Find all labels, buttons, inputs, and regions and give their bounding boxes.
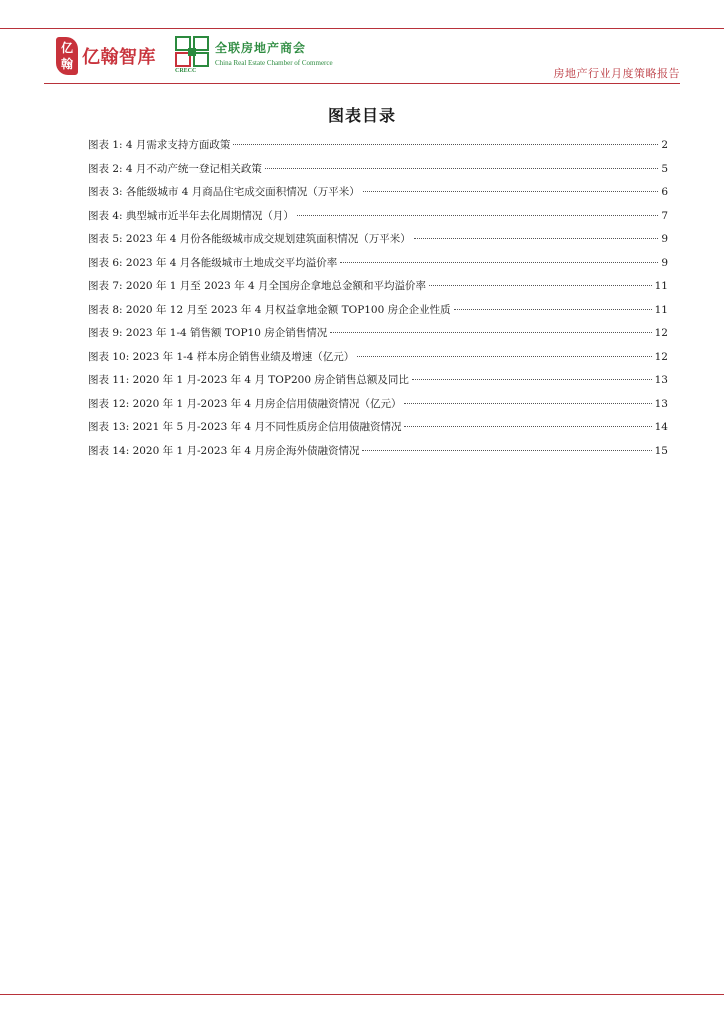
toc-item-page: 6: [661, 186, 668, 198]
toc-item[interactable]: [88, 208, 668, 232]
toc-item-label: 图表 7: 2020 年 1 月至 2023 年 4 月全国房企拿地总金额和平均溢价率: [88, 280, 427, 292]
toc-item-label: 图表 12: 2020 年 1 月-2023 年 4 月房企信用债融资情况（亿元）: [88, 397, 402, 410]
toc-item-page: 12: [654, 350, 668, 363]
toc-item-page: 12: [654, 327, 668, 339]
toc-item-page: 15: [654, 444, 668, 457]
toc-item-page: 7: [661, 209, 668, 222]
toc-item-page: 2: [661, 139, 668, 151]
toc-dot-leader: [412, 379, 652, 380]
toc-item-page: 13: [654, 397, 668, 410]
ehconsulting-logo: [56, 36, 156, 76]
toc-item[interactable]: [88, 302, 668, 326]
toc-item[interactable]: [88, 184, 668, 208]
toc-item-label: 图表 10: 2023 年 1-4 样本房企销售业绩及增速（亿元）: [88, 350, 355, 363]
crecc-logo-cn: 全联房地产商会: [215, 40, 307, 55]
toc-item[interactable]: [88, 419, 668, 443]
toc-item-page: 13: [654, 374, 668, 386]
toc-item-label: 图表 14: 2020 年 1 月-2023 年 4 月房企海外债融资情况: [88, 444, 360, 457]
toc-dot-leader: [265, 168, 658, 169]
toc-dot-leader: [340, 262, 658, 263]
toc-item[interactable]: [88, 231, 668, 255]
toc-item-label: 图表 6: 2023 年 4 月各能级城市土地成交平均溢价率: [88, 256, 338, 269]
report-name: 房地产行业月度策略报告: [553, 67, 680, 80]
toc-item[interactable]: [88, 161, 668, 185]
toc-item[interactable]: [88, 396, 668, 420]
toc-item-label: 图表 2: 4 月不动产统一登记相关政策: [88, 162, 262, 175]
toc-item-label: 图表 11: 2020 年 1 月-2023 年 4 月 TOP200 房企销售总额及同比: [88, 374, 409, 386]
toc-item-page: 14: [654, 421, 668, 433]
toc-item[interactable]: [88, 349, 668, 373]
header-rule: [44, 83, 680, 84]
toc-item-page: 5: [661, 162, 668, 175]
toc-item-label: 图表 8: 2020 年 12 月至 2023 年 4 月权益拿地金额 TOP100 房企企业性质: [88, 303, 451, 316]
toc-item[interactable]: [88, 325, 668, 349]
toc-item-label: 图表 3: 各能级城市 4 月商品住宅成交面积情况（万平米）: [88, 186, 360, 198]
toc-item-label: 图表 4: 典型城市近半年去化周期情况（月）: [88, 209, 294, 222]
page-header: [44, 36, 680, 86]
toc-item[interactable]: [88, 443, 668, 467]
toc-dot-leader: [330, 332, 651, 333]
toc-dot-leader: [297, 215, 658, 216]
toc-item-page: 11: [654, 303, 668, 316]
crecc-logo-en: China Real Estate Chamber of Commerce: [215, 58, 333, 67]
toc-dot-leader: [404, 426, 651, 427]
toc-dot-leader: [454, 309, 652, 310]
toc-dot-leader: [429, 285, 652, 286]
ehconsulting-logo-mark: 亿翰: [56, 37, 78, 75]
toc-item[interactable]: [88, 255, 668, 279]
table-of-figures: [88, 137, 668, 466]
toc-item[interactable]: [88, 372, 668, 396]
top-rule: [0, 28, 724, 29]
crecc-logo-icon: [175, 36, 209, 76]
toc-dot-leader: [233, 144, 658, 145]
toc-item-label: 图表 1: 4 月需求支持方面政策: [88, 139, 231, 151]
toc-dot-leader: [414, 238, 659, 239]
toc-dot-leader: [404, 403, 651, 404]
toc-item-page: 9: [661, 233, 668, 245]
bottom-rule: [0, 994, 724, 995]
crecc-logo: [175, 36, 333, 76]
toc-item-page: 9: [661, 256, 668, 269]
toc-item-page: 11: [654, 280, 668, 292]
toc-item[interactable]: [88, 137, 668, 161]
toc-item-label: 图表 9: 2023 年 1-4 销售额 TOP10 房企销售情况: [88, 327, 328, 339]
toc-dot-leader: [362, 450, 651, 451]
crecc-logo-abbr: CRECC: [175, 67, 197, 74]
toc-title: 图表目录: [327, 106, 396, 125]
toc-item[interactable]: [88, 278, 668, 302]
toc-dot-leader: [357, 356, 651, 357]
toc-dot-leader: [363, 191, 659, 192]
toc-item-label: 图表 13: 2021 年 5 月-2023 年 4 月不同性质房企信用债融资情况: [88, 421, 402, 433]
toc-item-label: 图表 5: 2023 年 4 月份各能级城市成交规划建筑面积情况（万平米）: [88, 233, 411, 245]
ehconsulting-logo-text: 亿翰智库: [82, 47, 156, 68]
